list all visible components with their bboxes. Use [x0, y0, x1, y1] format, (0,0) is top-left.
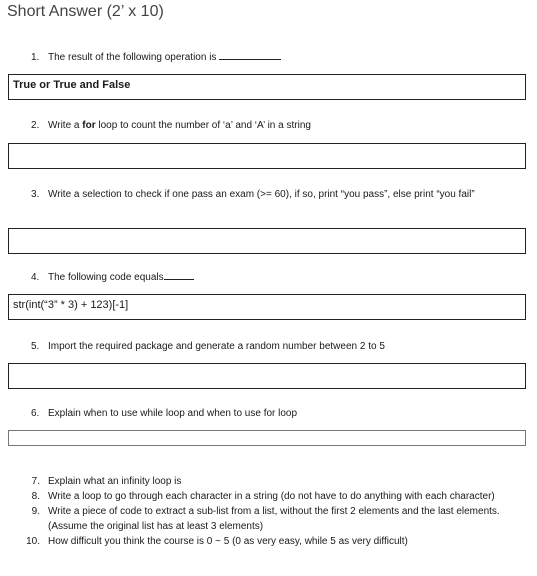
question-3	[31, 187, 519, 202]
question-number: 6.	[31, 408, 40, 419]
question-text: Explain when to use while loop and when to use for loop	[48, 408, 298, 419]
list-item	[14, 489, 514, 504]
answer-box-4[interactable]	[8, 294, 526, 320]
question-text: The result of the following operation is	[48, 52, 217, 63]
question-text: The following code equals	[48, 272, 164, 283]
question-number: 2.	[31, 120, 40, 131]
question-text: Import the required package and generate a random number between 2 to 5	[48, 341, 385, 352]
question-number: 3.	[31, 189, 40, 200]
question-text: Explain what an infinity loop is	[48, 476, 182, 487]
answer-blank[interactable]	[219, 50, 281, 60]
answer-blank[interactable]	[164, 270, 194, 280]
question-text-post: loop to count the number of ‘a’ and ‘A’ in a string	[95, 120, 311, 131]
question-list	[14, 474, 514, 549]
question-number: 4.	[31, 272, 40, 283]
question-number: 8.	[31, 491, 40, 502]
answer-box-2[interactable]	[8, 143, 526, 169]
question-number: 5.	[31, 341, 40, 352]
answer-box-3[interactable]	[8, 228, 526, 254]
code-snippet: str(int(“3” * 3) + 123)[-1]	[13, 299, 129, 311]
question-6	[31, 406, 297, 421]
list-item	[14, 534, 514, 549]
question-text: Write a piece of code to extract a sub-list from a list, without the first 2 elements and the last elements. (Assume the original list has at least 3 elements)	[48, 506, 500, 532]
list-item	[14, 474, 514, 489]
question-2	[31, 118, 311, 133]
question-1	[31, 50, 281, 65]
page-title: Short Answer (2’ x 10)	[7, 3, 164, 20]
question-text: Write a loop to go through each character in a string (do not have to do anything with each character)	[48, 491, 495, 502]
answer-box-6[interactable]	[8, 430, 526, 446]
list-item	[14, 504, 514, 534]
question-number: 1.	[31, 52, 40, 63]
question-number: 10.	[26, 536, 40, 547]
question-5	[31, 339, 385, 354]
question-number: 7.	[31, 476, 40, 487]
question-text-pre: Write a	[48, 120, 83, 131]
question-text: Write a selection to check if one pass an exam (>= 60), if so, print “you pass”, else print “you fail”	[48, 189, 475, 200]
question-text-bold: for	[82, 120, 96, 131]
question-text: How difficult you think the course is 0 ~ 5 (0 as very easy, while 5 as very difficult)	[48, 536, 408, 547]
answer-box-1[interactable]	[8, 74, 526, 100]
question-number: 9.	[31, 506, 40, 517]
code-snippet: True or True and False	[13, 79, 131, 91]
question-4	[31, 270, 194, 285]
answer-box-5[interactable]	[8, 363, 526, 389]
